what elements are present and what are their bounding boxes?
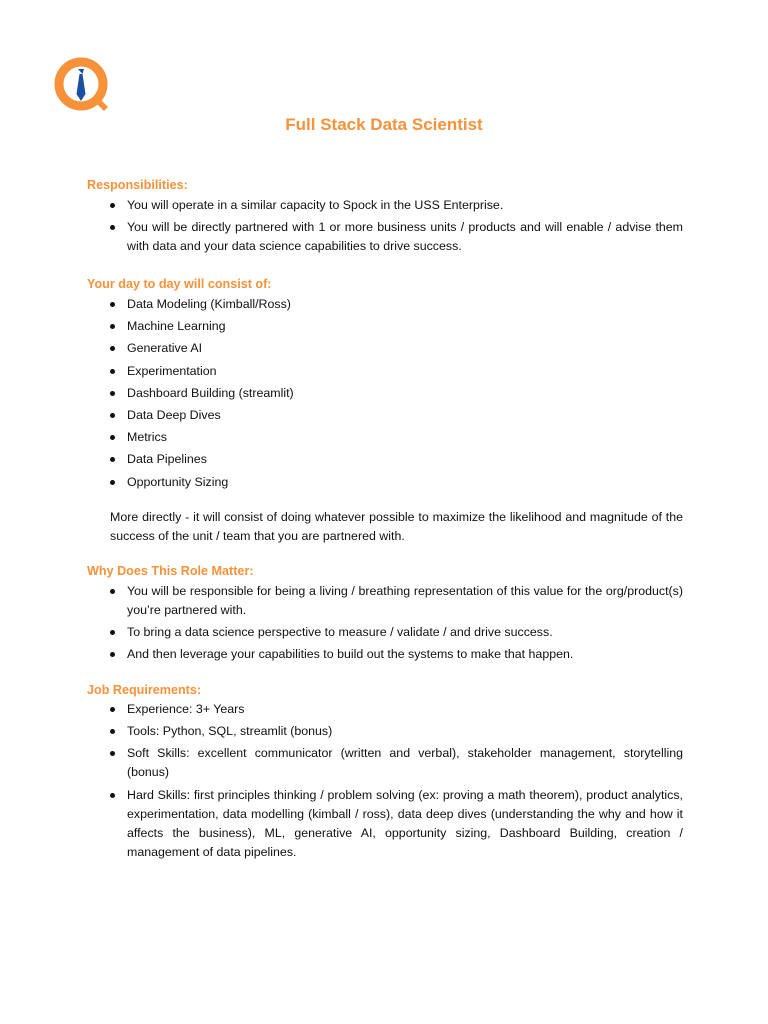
- list-item: Data Modeling (Kimball/Ross): [0, 295, 683, 314]
- list-item: Data Deep Dives: [0, 406, 683, 425]
- list-item: Machine Learning: [0, 317, 683, 336]
- day-to-day-paragraph: More directly - it will consist of doing whatever possible to maximize the likelihood and magnitude of the success of the unit / team that you are partnered with.: [110, 510, 683, 543]
- why-role-matters-heading: Why Does This Role Matter:: [87, 564, 254, 578]
- list-item: Experimentation: [0, 362, 683, 381]
- day-to-day-heading: Your day to day will consist of:: [87, 277, 272, 291]
- list-item: You will be responsible for being a living / breathing representation of this value for the org/product(s) you’re partnered with.: [0, 582, 683, 620]
- list-item: Hard Skills: first principles thinking / problem solving (ex: proving a math theorem), product analytics, experimentation, data modelling (kimball / ross), data deep dives (understanding the why and how it affects the business), ML, generative AI, opportunity sizing, Dashboard Building, creation / management of data pipelines.: [0, 786, 683, 862]
- responsibilities-heading: Responsibilities:: [87, 178, 188, 192]
- job-requirements-list: [0, 700, 768, 865]
- list-item: You will operate in a similar capacity to Spock in the USS Enterprise.: [0, 196, 683, 215]
- list-item: Experience: 3+ Years: [0, 700, 683, 719]
- list-item: Data Pipelines: [0, 450, 683, 469]
- job-requirements-heading: Job Requirements:: [87, 683, 202, 697]
- list-item: Dashboard Building (streamlit): [0, 384, 683, 403]
- q-tie-logo-icon: [52, 57, 112, 113]
- list-item: Tools: Python, SQL, streamlit (bonus): [0, 722, 683, 741]
- list-item: Opportunity Sizing: [0, 473, 683, 492]
- list-item: And then leverage your capabilities to build out the systems to make that happen.: [0, 645, 683, 664]
- responsibilities-list: [0, 196, 768, 259]
- list-item: Metrics: [0, 428, 683, 447]
- why-role-matters-list: [0, 582, 768, 668]
- list-item: To bring a data science perspective to measure / validate / and drive success.: [0, 623, 683, 642]
- list-item: You will be directly partnered with 1 or more business units / products and will enable / advise them with data and your data science capabilities to drive success.: [0, 218, 683, 256]
- page-title: Full Stack Data Scientist: [285, 115, 483, 134]
- list-item: Soft Skills: excellent communicator (written and verbal), stakeholder management, storytelling (bonus): [0, 744, 683, 782]
- day-to-day-list: [0, 295, 768, 495]
- list-item: Generative AI: [0, 339, 683, 358]
